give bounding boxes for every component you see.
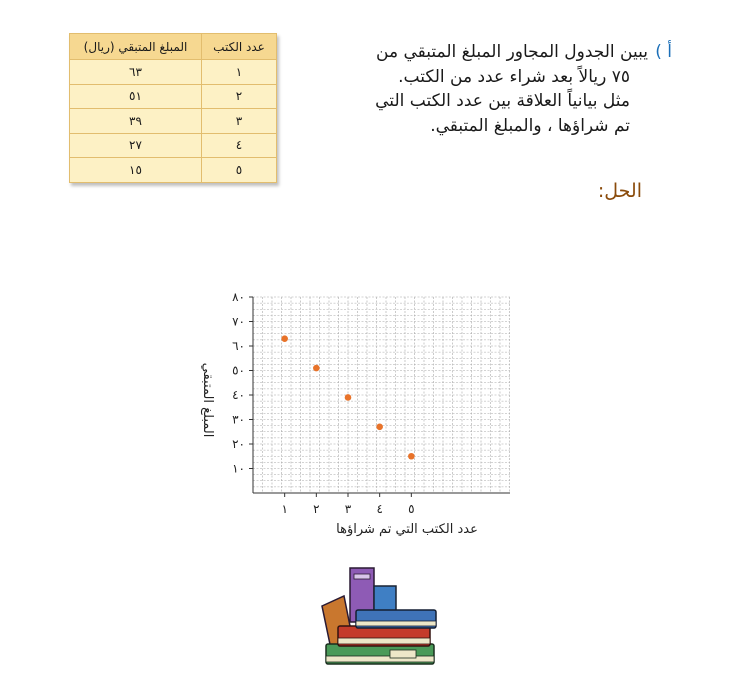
data-point [313, 365, 320, 372]
data-point [376, 424, 383, 431]
cell-books: ٤ [202, 133, 277, 158]
scatter-chart [190, 280, 510, 550]
data-point [408, 453, 415, 460]
question-marker: أ ) [655, 42, 672, 62]
x-tick-label: ١ [281, 502, 288, 516]
x-tick-label: ٣ [344, 502, 352, 516]
question-text [268, 40, 672, 138]
table-row [70, 133, 277, 158]
table-row [70, 84, 277, 109]
table-row [70, 158, 277, 183]
cell-books: ٢ [202, 84, 277, 109]
cell-remaining: ٢٧ [70, 133, 202, 158]
data-point [281, 335, 288, 342]
y-tick-label: ٨٠ [232, 290, 245, 304]
question-line: تم شراؤها ، والمبلغ المتبقي. [430, 115, 630, 136]
cell-remaining: ١٥ [70, 158, 202, 183]
y-tick-labels [232, 290, 253, 476]
y-tick-label: ٧٠ [232, 314, 245, 329]
cell-books: ١ [202, 60, 277, 85]
cell-remaining: ٦٣ [70, 60, 202, 85]
question-line: ٧٥ ريالاً بعد شراء عدد من الكتب. [398, 66, 630, 87]
solution-label: الحل: [597, 180, 642, 202]
cell-remaining: ٥١ [70, 84, 202, 109]
data-table [69, 33, 277, 183]
y-tick-label: ٢٠ [232, 437, 245, 451]
table-header-row [70, 34, 277, 60]
x-tick-label: ٥ [408, 502, 415, 516]
cell-books: ٣ [202, 109, 277, 134]
chart-grid [253, 297, 510, 493]
question-line: يبين الجدول المجاور المبلغ المتبقي من [376, 42, 648, 62]
table-row [70, 60, 277, 85]
cell-books: ٥ [202, 158, 277, 183]
y-tick-label: ٦٠ [232, 339, 245, 353]
x-axis-title: عدد الكتب التي تم شراؤها [336, 522, 478, 537]
header-remaining: المبلغ المتبقي (ريال) [70, 34, 202, 60]
cell-remaining: ٣٩ [70, 109, 202, 134]
y-tick-label: ١٠ [232, 461, 245, 476]
question-line: مثل بيانياً العلاقة بين عدد الكتب التي [375, 91, 630, 111]
header-books: عدد الكتب [202, 34, 277, 60]
y-tick-label: ٥٠ [232, 363, 245, 378]
y-axis-title: المبلغ المتبقي [200, 362, 215, 438]
x-tick-label: ٢ [313, 502, 320, 516]
data-point [345, 394, 352, 401]
table-row [70, 109, 277, 134]
y-tick-label: ٤٠ [232, 388, 245, 402]
books-illustration [318, 566, 442, 670]
y-tick-label: ٣٠ [232, 412, 245, 427]
x-tick-label: ٤ [376, 502, 383, 516]
x-tick-labels [281, 493, 414, 516]
